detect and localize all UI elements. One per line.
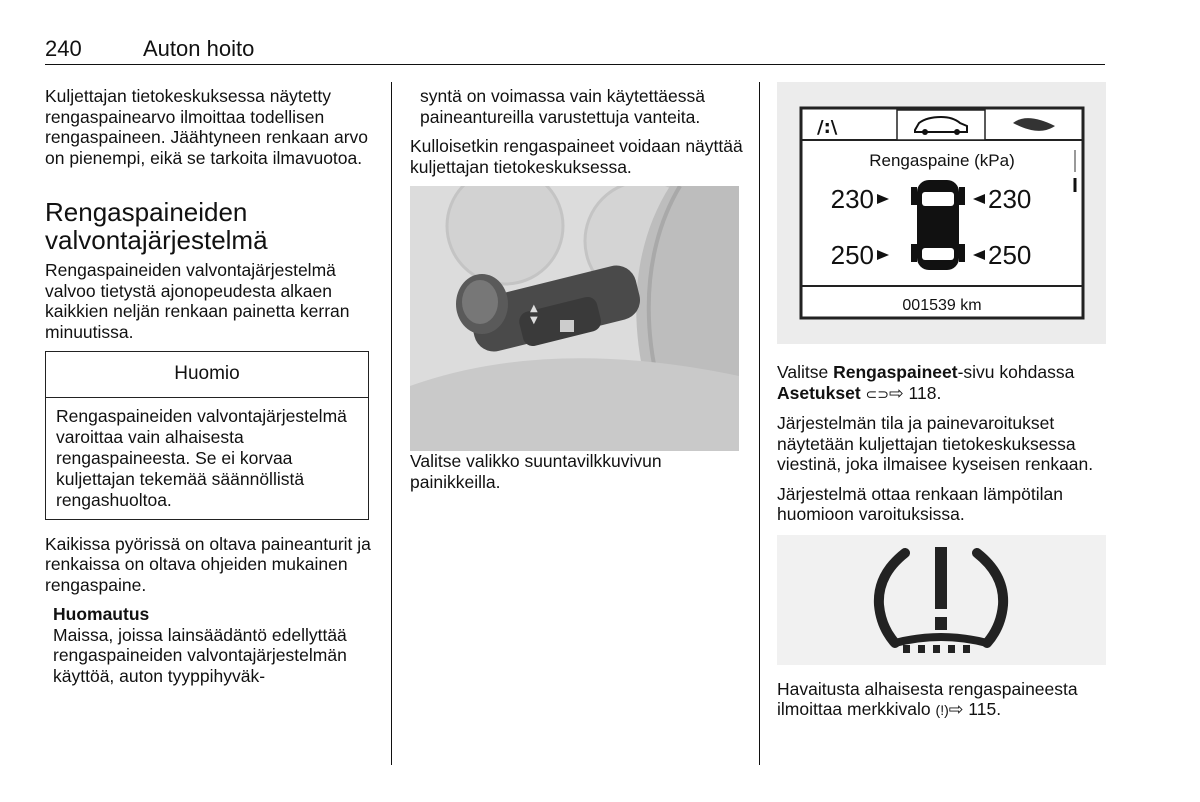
column-divider bbox=[759, 82, 760, 765]
display-title: Rengaspaine (kPa) bbox=[869, 151, 1015, 170]
keyword: Rengaspaineet bbox=[833, 362, 958, 382]
odometer: 001539 km bbox=[902, 297, 982, 314]
paragraph: Järjestelmän tila ja painevaroitukset näytetään kuljettajan tietokeskuksessa viestinä, joka ilmaisee kyseisen renkaan. bbox=[777, 413, 1094, 474]
car-settings-icon: ⊂⊃ bbox=[865, 385, 889, 402]
section-title: Auton hoito bbox=[143, 36, 255, 61]
page-reference: 115. bbox=[968, 699, 1002, 719]
paragraph: syntä on voimassa vain käytettäessä paineantureilla varustettuja vanteita. bbox=[420, 86, 706, 127]
paragraph: Havaitusta alhaisesta rengaspaineesta ilmoittaa merkkivalo (!)⇨ 115. bbox=[777, 678, 1078, 719]
paragraph: Valitse Rengaspaineet-sivu kohdassa Asetukset ⊂⊃⇨ 118. bbox=[777, 362, 1075, 403]
tire-pressure-warning-icon bbox=[777, 535, 1106, 665]
car-topview-icon bbox=[911, 180, 965, 270]
arrow-reference-icon: ⇨ bbox=[948, 699, 964, 719]
paragraph: Kulloisetkin rengaspaineet voidaan näyttää kuljettajan tietokeskuksessa. bbox=[410, 136, 743, 177]
warning-light-icon: (!) bbox=[935, 702, 949, 718]
notice-box bbox=[45, 351, 369, 520]
arrow-reference-icon: ⇨ bbox=[889, 382, 904, 403]
column-divider bbox=[391, 82, 392, 765]
tire-pressure-display bbox=[777, 82, 1106, 344]
column-1 bbox=[45, 86, 375, 686]
paragraph: Kaikissa pyörissä on oltava paineanturit ja renkaissa on oltava ohjeiden mukainen rengaspaine. bbox=[45, 533, 371, 595]
page-reference: 118. bbox=[908, 382, 942, 403]
section-heading: Rengaspaineiden valvontajärjestelmä bbox=[45, 197, 268, 255]
header-rule bbox=[45, 64, 1105, 65]
column-3 bbox=[777, 86, 1107, 721]
rear-right-pressure: 250 bbox=[988, 240, 1032, 270]
svg-text:▼: ▼ bbox=[530, 315, 538, 326]
remark-title: Huomautus bbox=[53, 604, 150, 624]
remark bbox=[53, 604, 375, 686]
remark-body: Maissa, joissa lainsäädäntö edellyttää rengaspaineiden valvontajärjestelmän käyttöä, auton tyyppihyväk- bbox=[53, 624, 347, 686]
notice-body: Rengaspaineiden valvontajärjestelmä varoittaa vain alhaisesta rengaspaineesta. Se ei korvaa kuljettajan tekemää säännöllistä rengashuoltoa. bbox=[56, 405, 347, 510]
paragraph: Kuljettajan tietokeskuksessa näytetty rengaspainearvo ilmoittaa todellisen rengaspaineen. Jäähtyneen renkaan arvo on pienempi, eikä se tarkoita ilmavuotoa. bbox=[45, 86, 369, 168]
front-right-pressure: 230 bbox=[988, 184, 1032, 214]
page-number: 240 bbox=[45, 36, 82, 61]
paragraph: Järjestelmä ottaa renkaan lämpötilan huomioon varoituksissa. bbox=[777, 483, 1063, 524]
warning-light-figure bbox=[777, 535, 1106, 665]
info-display-image bbox=[777, 82, 1106, 344]
figure-caption: Valitse valikko suuntavilkkuvivun painikkeilla. bbox=[410, 451, 662, 492]
keyword: Asetukset bbox=[777, 382, 861, 403]
front-left-pressure: 230 bbox=[830, 184, 874, 214]
notice-title: Huomio bbox=[46, 352, 368, 398]
paragraph: Rengaspaineiden valvontajärjestelmä valvoo tietystä ajonopeudesta alkaen kaikkien neljän renkaan painetta kerran minuutissa. bbox=[45, 260, 350, 342]
turn-signal-stalk-image bbox=[410, 186, 739, 451]
rear-left-pressure: 250 bbox=[830, 240, 874, 270]
column-2 bbox=[410, 86, 745, 501]
stalk-photo bbox=[410, 186, 739, 451]
svg-text:▲: ▲ bbox=[530, 303, 538, 314]
road-info-icon: /:\ bbox=[817, 117, 838, 138]
